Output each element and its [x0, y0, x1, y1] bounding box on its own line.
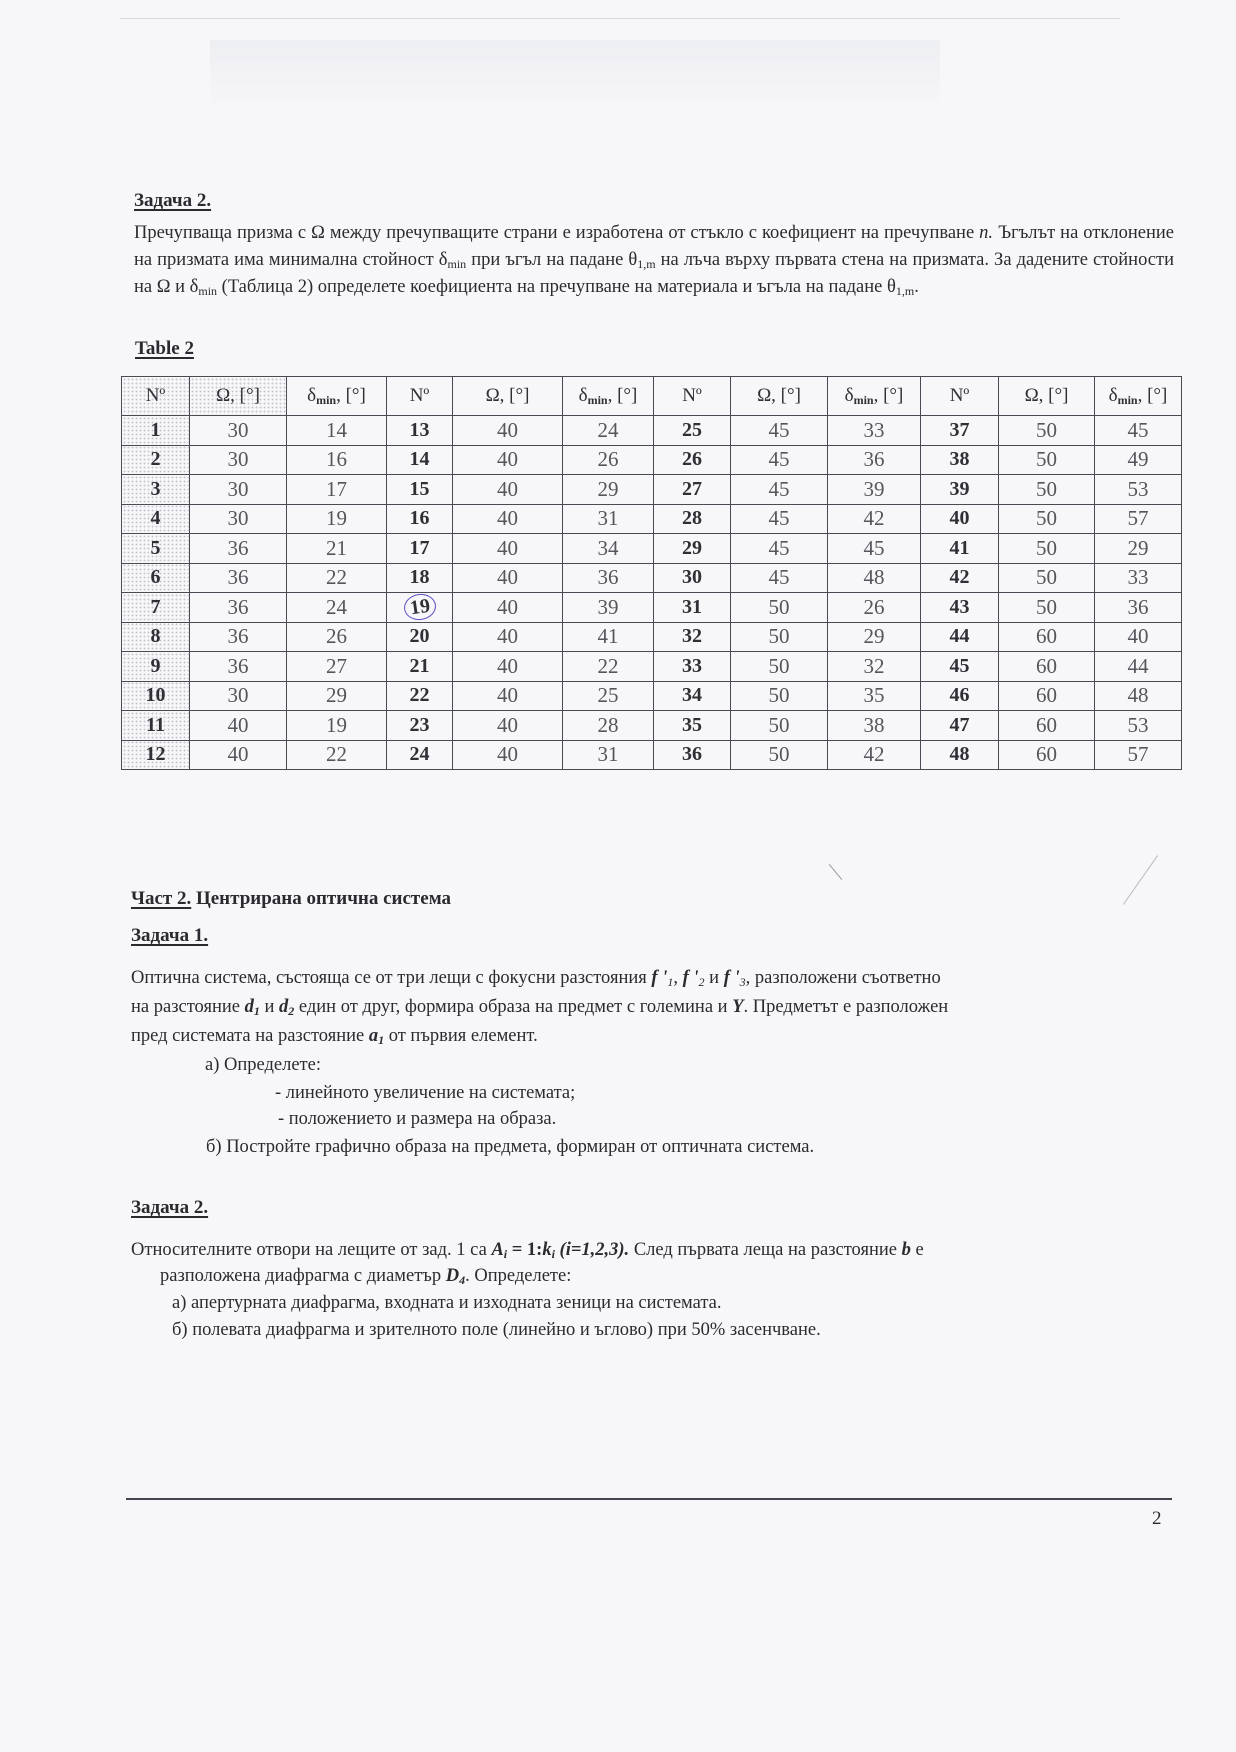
part-2-title: Част 2. Центрирана оптична система	[131, 888, 452, 909]
cell-number: 5	[122, 534, 190, 564]
header-no: Nº	[921, 377, 999, 416]
table-row	[122, 504, 1182, 534]
cell-delta-min: 39	[563, 593, 654, 623]
cell-omega: 40	[190, 740, 287, 770]
cell-omega: 40	[453, 681, 563, 711]
cell-delta-min: 42	[828, 504, 921, 534]
table-row	[122, 622, 1182, 652]
header-delta-min	[563, 377, 654, 416]
cell-omega: 40	[453, 475, 563, 505]
task-2-line-1: Относителните отвори на лещите от зад. 1 са $A_i$ = $1:k_i$ (i=1,2,3). След първата леща на разстояние b е	[131, 1240, 924, 1261]
cell-delta-min: 14	[287, 416, 387, 446]
task-2-item-a: а) апертурната диафрагма, входната и изходната зеници на системата.	[172, 1293, 722, 1313]
table-caption: Table 2	[135, 338, 194, 359]
header-omega: Ω, [°]	[999, 377, 1095, 416]
cell-delta-min: 49	[1095, 445, 1182, 475]
cell-omega: 30	[190, 504, 287, 534]
cell-omega: 40	[453, 593, 563, 623]
delta-subscript: min	[587, 393, 608, 407]
cell-omega: 40	[453, 652, 563, 682]
cell-number: 23	[387, 711, 453, 741]
cell-number: 37	[921, 416, 999, 446]
cell-omega: 50	[999, 563, 1095, 593]
table-row	[122, 652, 1182, 682]
cell-number: 27	[654, 475, 731, 505]
delta-subscript: min	[316, 393, 337, 407]
cell-delta-min: 45	[1095, 416, 1182, 446]
cell-omega: 50	[999, 475, 1095, 505]
header-delta-min	[828, 377, 921, 416]
delta-subscript: min	[1117, 393, 1138, 407]
cell-number: 35	[654, 711, 731, 741]
delta-subscript: min	[853, 393, 874, 407]
cell-delta-min: 42	[828, 740, 921, 770]
table-2	[121, 376, 1182, 770]
cell-delta-min: 48	[1095, 681, 1182, 711]
cell-omega: 36	[190, 534, 287, 564]
cell-number: 44	[921, 622, 999, 652]
cell-number: 9	[122, 652, 190, 682]
cell-number: 32	[654, 622, 731, 652]
delta-unit: , [°]	[607, 385, 638, 406]
delta-symbol: δ	[307, 385, 317, 406]
cell-delta-min: 26	[287, 622, 387, 652]
cell-omega: 50	[731, 711, 828, 741]
cell-omega: 50	[731, 740, 828, 770]
cell-delta-min: 26	[828, 593, 921, 623]
delta-unit: , [°]	[1137, 385, 1168, 406]
cell-delta-min: 39	[828, 475, 921, 505]
cell-delta-min: 31	[563, 504, 654, 534]
cell-omega: 30	[190, 475, 287, 505]
cell-omega: 45	[731, 504, 828, 534]
cell-number: 15	[387, 475, 453, 505]
cell-delta-min: 38	[828, 711, 921, 741]
cell-number: 1	[122, 416, 190, 446]
cell-delta-min: 24	[287, 593, 387, 623]
cell-delta-min: 31	[563, 740, 654, 770]
cell-number: 3	[122, 475, 190, 505]
cell-delta-min: 24	[563, 416, 654, 446]
cell-delta-min: 27	[287, 652, 387, 682]
cell-omega: 50	[999, 416, 1095, 446]
circled-number-mark: 19	[402, 592, 437, 622]
cell-delta-min: 19	[287, 711, 387, 741]
page-number: 2	[1152, 1508, 1162, 1529]
cell-delta-min: 21	[287, 534, 387, 564]
cell-number: 26	[654, 445, 731, 475]
footer-rule	[126, 1498, 1172, 1500]
cell-delta-min: 53	[1095, 475, 1182, 505]
scan-artifact-line	[120, 18, 1120, 19]
cell-omega: 36	[190, 593, 287, 623]
table-row	[122, 416, 1182, 446]
cell-number: 20	[387, 622, 453, 652]
table-row	[122, 563, 1182, 593]
cell-delta-min: 35	[828, 681, 921, 711]
cell-omega: 40	[453, 740, 563, 770]
cell-omega: 50	[999, 504, 1095, 534]
cell-omega: 40	[453, 622, 563, 652]
cell-omega: 45	[731, 534, 828, 564]
header-omega: Ω, [°]	[453, 377, 563, 416]
cell-delta-min: 53	[1095, 711, 1182, 741]
pen-mark	[1123, 855, 1158, 905]
delta-symbol: δ	[578, 385, 588, 406]
cell-omega: 50	[731, 681, 828, 711]
cell-omega: 60	[999, 652, 1095, 682]
cell-delta-min: 45	[828, 534, 921, 564]
cell-omega: 50	[731, 652, 828, 682]
cell-number: 33	[654, 652, 731, 682]
cell-omega: 36	[190, 622, 287, 652]
cell-delta-min: 29	[287, 681, 387, 711]
cell-omega: 50	[999, 534, 1095, 564]
table-header-row	[122, 377, 1182, 416]
cell-delta-min: 22	[287, 740, 387, 770]
cell-delta-min: 33	[1095, 563, 1182, 593]
cell-omega: 30	[190, 416, 287, 446]
cell-delta-min: 57	[1095, 504, 1182, 534]
header-no: Nº	[122, 377, 190, 416]
cell-delta-min: 29	[1095, 534, 1182, 564]
cell-number: 21	[387, 652, 453, 682]
cell-delta-min: 48	[828, 563, 921, 593]
cell-number: 14	[387, 445, 453, 475]
cell-omega: 45	[731, 475, 828, 505]
pen-mark	[829, 864, 843, 880]
delta-unit: , [°]	[336, 385, 366, 406]
cell-delta-min: 17	[287, 475, 387, 505]
task-1-line-1: Оптична система, състояща се от три лещи с фокусни разстояния f '$_1$, f '$_2$ и f '$_3$, разположени съответно	[131, 968, 941, 989]
cell-delta-min: 36	[563, 563, 654, 593]
cell-number: 43	[921, 593, 999, 623]
cell-number: 48	[921, 740, 999, 770]
task-1-line-2: на разстояние $d_1$ и $d_2$ един от друг, формира образа на предмет с големина и Y. Предметът е разположен	[131, 997, 949, 1018]
cell-number: 29	[654, 534, 731, 564]
cell-number: 24	[387, 740, 453, 770]
cell-number: 38	[921, 445, 999, 475]
header-delta-min	[1095, 377, 1182, 416]
header-delta-min	[287, 377, 387, 416]
cell-delta-min: 28	[563, 711, 654, 741]
cell-number: 4	[122, 504, 190, 534]
cell-number: 47	[921, 711, 999, 741]
cell-delta-min: 32	[828, 652, 921, 682]
table-row	[122, 593, 1182, 623]
cell-delta-min: 29	[828, 622, 921, 652]
part2-task-1-title: Задача 1.	[131, 925, 209, 946]
cell-number: 22	[387, 681, 453, 711]
task-2-title: Задача 2.	[134, 190, 212, 211]
cell-omega: 30	[190, 445, 287, 475]
cell-number: 30	[654, 563, 731, 593]
cell-number: 46	[921, 681, 999, 711]
cell-delta-min: 33	[828, 416, 921, 446]
cell-omega: 40	[453, 416, 563, 446]
cell-omega: 30	[190, 681, 287, 711]
cell-delta-min: 16	[287, 445, 387, 475]
cell-number: 7	[122, 593, 190, 623]
cell-number: 12	[122, 740, 190, 770]
cell-number: 34	[654, 681, 731, 711]
cell-omega: 40	[453, 445, 563, 475]
cell-delta-min: 36	[1095, 593, 1182, 623]
cell-number: 31	[654, 593, 731, 623]
delta-unit: , [°]	[873, 385, 904, 406]
cell-delta-min: 19	[287, 504, 387, 534]
cell-omega: 45	[731, 445, 828, 475]
cell-delta-min: 41	[563, 622, 654, 652]
table-row	[122, 475, 1182, 505]
cell-omega: 40	[453, 534, 563, 564]
cell-number: 39	[921, 475, 999, 505]
task-1-item-b: б) Постройте графично образа на предмета, формиран от оптичната система.	[206, 1137, 815, 1157]
cell-omega: 60	[999, 711, 1095, 741]
cell-delta-min: 34	[563, 534, 654, 564]
table-row	[122, 711, 1182, 741]
cell-delta-min: 22	[287, 563, 387, 593]
task-1-item-a-sub-2: - положението и размера на образа.	[278, 1109, 557, 1129]
table-row	[122, 681, 1182, 711]
cell-omega: 40	[453, 711, 563, 741]
cell-number: 36	[654, 740, 731, 770]
cell-number	[387, 593, 453, 623]
cell-delta-min: 40	[1095, 622, 1182, 652]
table-row	[122, 534, 1182, 564]
cell-number: 41	[921, 534, 999, 564]
cell-delta-min: 57	[1095, 740, 1182, 770]
header-no: Nº	[654, 377, 731, 416]
cell-number: 8	[122, 622, 190, 652]
header-omega: Ω, [°]	[731, 377, 828, 416]
cell-delta-min: 29	[563, 475, 654, 505]
cell-number: 11	[122, 711, 190, 741]
header-omega: Ω, [°]	[190, 377, 287, 416]
cell-delta-min: 36	[828, 445, 921, 475]
cell-number: 16	[387, 504, 453, 534]
cell-omega: 50	[731, 593, 828, 623]
cell-omega: 45	[731, 416, 828, 446]
delta-symbol: δ	[1108, 385, 1118, 406]
cell-number: 40	[921, 504, 999, 534]
scan-bleed-through	[210, 40, 940, 110]
table-row	[122, 740, 1182, 770]
header-no: Nº	[387, 377, 453, 416]
task-2-line-2: разположена диафрагма с диаметър $D_4$. Определете:	[160, 1266, 572, 1287]
cell-omega: 50	[999, 445, 1095, 475]
cell-delta-min: 44	[1095, 652, 1182, 682]
cell-omega: 36	[190, 652, 287, 682]
table-body	[122, 416, 1182, 770]
task-1-item-a: а) Определете:	[205, 1055, 321, 1075]
cell-omega: 45	[731, 563, 828, 593]
cell-delta-min: 26	[563, 445, 654, 475]
cell-number: 6	[122, 563, 190, 593]
cell-number: 10	[122, 681, 190, 711]
table-row	[122, 445, 1182, 475]
cell-number: 13	[387, 416, 453, 446]
cell-omega: 60	[999, 740, 1095, 770]
task-2-item-b: б) полевата диафрагма и зрителното поле (линейно и ъглово) при 50% засенчване.	[172, 1320, 821, 1340]
task-2-paragraph: Пречупваща призма с Ω между пречупващите страни е изработена от стъкло с коефициент на пречупване n. Ъгълът на отклонение на призмата има минимална стойност $\delta_{min}$ при ъгъл на падане $\theta_{1,m}$ на лъча върху първата стена на призмата. За дадените стойности на Ω и $\delta_{min}$ (Таблица 2) определете коефициента на пречупване на материала и ъгъла на падане $\theta_{1,m}$.	[134, 223, 1174, 298]
part2-task-2-title: Задача 2.	[131, 1197, 209, 1218]
cell-number: 28	[654, 504, 731, 534]
cell-omega: 36	[190, 563, 287, 593]
cell-number: 42	[921, 563, 999, 593]
cell-omega: 60	[999, 681, 1095, 711]
cell-number: 45	[921, 652, 999, 682]
cell-delta-min: 25	[563, 681, 654, 711]
cell-omega: 40	[190, 711, 287, 741]
cell-omega: 50	[731, 622, 828, 652]
cell-omega: 40	[453, 504, 563, 534]
cell-delta-min: 22	[563, 652, 654, 682]
task-1-line-3: пред системата на разстояние $a_1$ от първия елемент.	[131, 1026, 538, 1047]
task-1-item-a-sub-1: - линейното увеличение на системата;	[275, 1083, 576, 1103]
cell-omega: 50	[999, 593, 1095, 623]
cell-omega: 60	[999, 622, 1095, 652]
cell-number: 18	[387, 563, 453, 593]
cell-number: 25	[654, 416, 731, 446]
cell-omega: 40	[453, 563, 563, 593]
cell-number: 17	[387, 534, 453, 564]
delta-symbol: δ	[844, 385, 854, 406]
cell-number: 2	[122, 445, 190, 475]
